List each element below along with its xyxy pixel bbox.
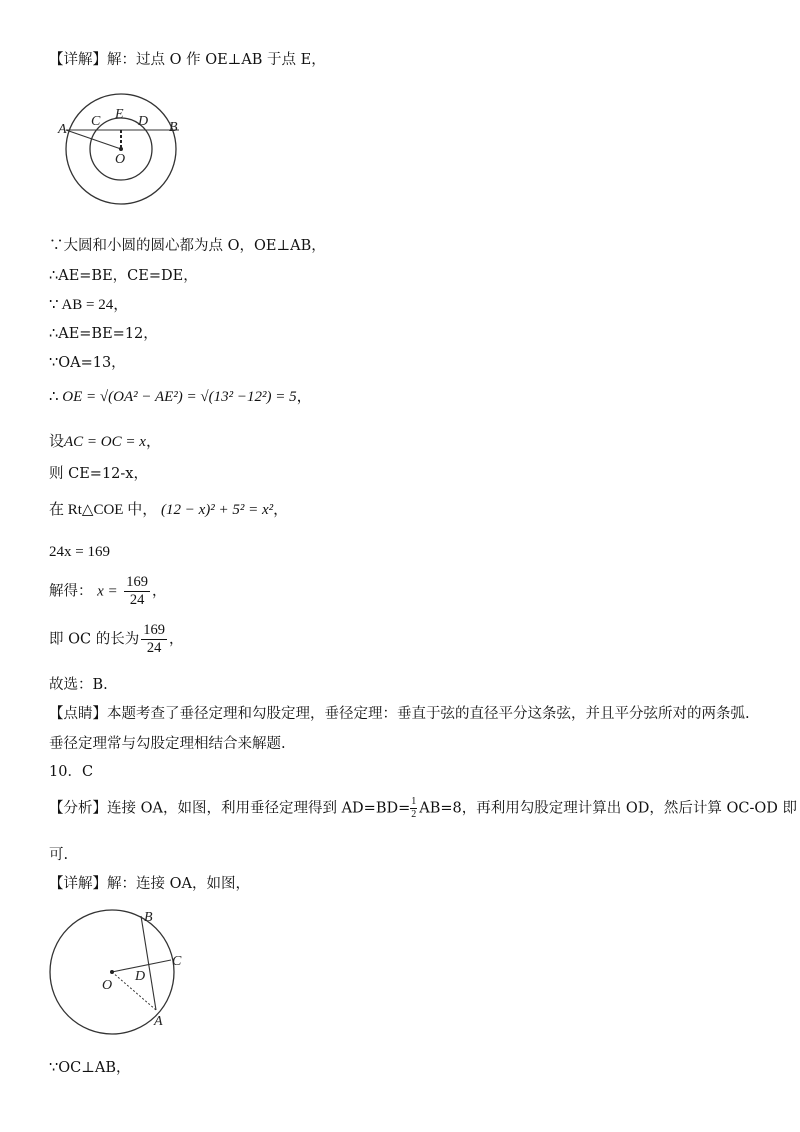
- concentric-circles-figure: [55, 92, 205, 212]
- line-4: ∴AE=BE=12，: [49, 326, 158, 342]
- detail-intro: 【详解】解：过点 O 作 OE⊥AB 于点 E，: [49, 52, 326, 68]
- line-10: 24x = 169: [49, 544, 110, 560]
- line-1: ∵大圆和小圆的圆心都为点 O，OE⊥AB，: [49, 238, 326, 254]
- label-C: C: [172, 954, 182, 969]
- analysis-line: 【分析】连接 OA，如图，利用垂径定理得到 AD=BD= $\frac{1}{2}$ AB=8，再利用勾股定理计算出 OD，然后计算 OC-OD 即: [49, 796, 798, 820]
- label-B: B: [144, 910, 153, 925]
- fraction-169-24-b: $\frac{169}{24}$: [143, 622, 165, 656]
- line-3: ∵ AB = 24，: [49, 297, 129, 313]
- tip-line-2: 垂径定理常与勾股定理相结合来解题.: [49, 736, 286, 752]
- circle-chord-figure: [48, 905, 198, 1045]
- label-B: B: [169, 120, 178, 135]
- center-point: [110, 970, 114, 974]
- label-D: D: [135, 969, 146, 984]
- question-number: 10．C: [49, 764, 94, 780]
- label-A: A: [58, 122, 67, 137]
- line-6: ∴ OE = √(OA² − AE²) = √(13² −12²) = 5，: [49, 389, 312, 405]
- label-C: C: [91, 114, 101, 129]
- segment-OA: [112, 972, 156, 1010]
- line-7: 设AC = OC = x，: [49, 434, 161, 450]
- label-D: D: [138, 114, 149, 129]
- line-2: ∴AE=BE，CE=DE，: [49, 268, 198, 284]
- analysis-line-2: 可.: [49, 847, 69, 863]
- line-9: 在 Rt△COE 中， (12 − x)² + 5² = x²，: [49, 502, 289, 518]
- line-8: 则 CE=12-x，: [49, 466, 148, 482]
- label-O: O: [102, 978, 113, 993]
- center-point: [119, 147, 123, 151]
- line-12: 即 OC 的长为 $\frac{169}{24}$ ，: [49, 622, 184, 656]
- label-O: O: [115, 152, 126, 167]
- tip-line: 【点睛】本题考查了垂径定理和勾股定理，垂径定理：垂直于弦的直径平分这条弦，并且平分弦所对的两条弧.: [49, 706, 750, 722]
- label-E: E: [115, 107, 124, 122]
- fraction-169-24: $\frac{169}{24}$: [126, 574, 148, 608]
- label-A: A: [154, 1014, 163, 1029]
- line-13: 故选：B.: [49, 677, 108, 693]
- detail-line: 【详解】解：连接 OA，如图，: [49, 876, 250, 892]
- line-20: ∵OC⊥AB，: [49, 1060, 131, 1076]
- line-11: 解得： x = $\frac{169}{24}$ ，: [49, 574, 167, 608]
- segment-AO: [66, 130, 121, 149]
- line-5: ∵OA=13，: [49, 355, 126, 371]
